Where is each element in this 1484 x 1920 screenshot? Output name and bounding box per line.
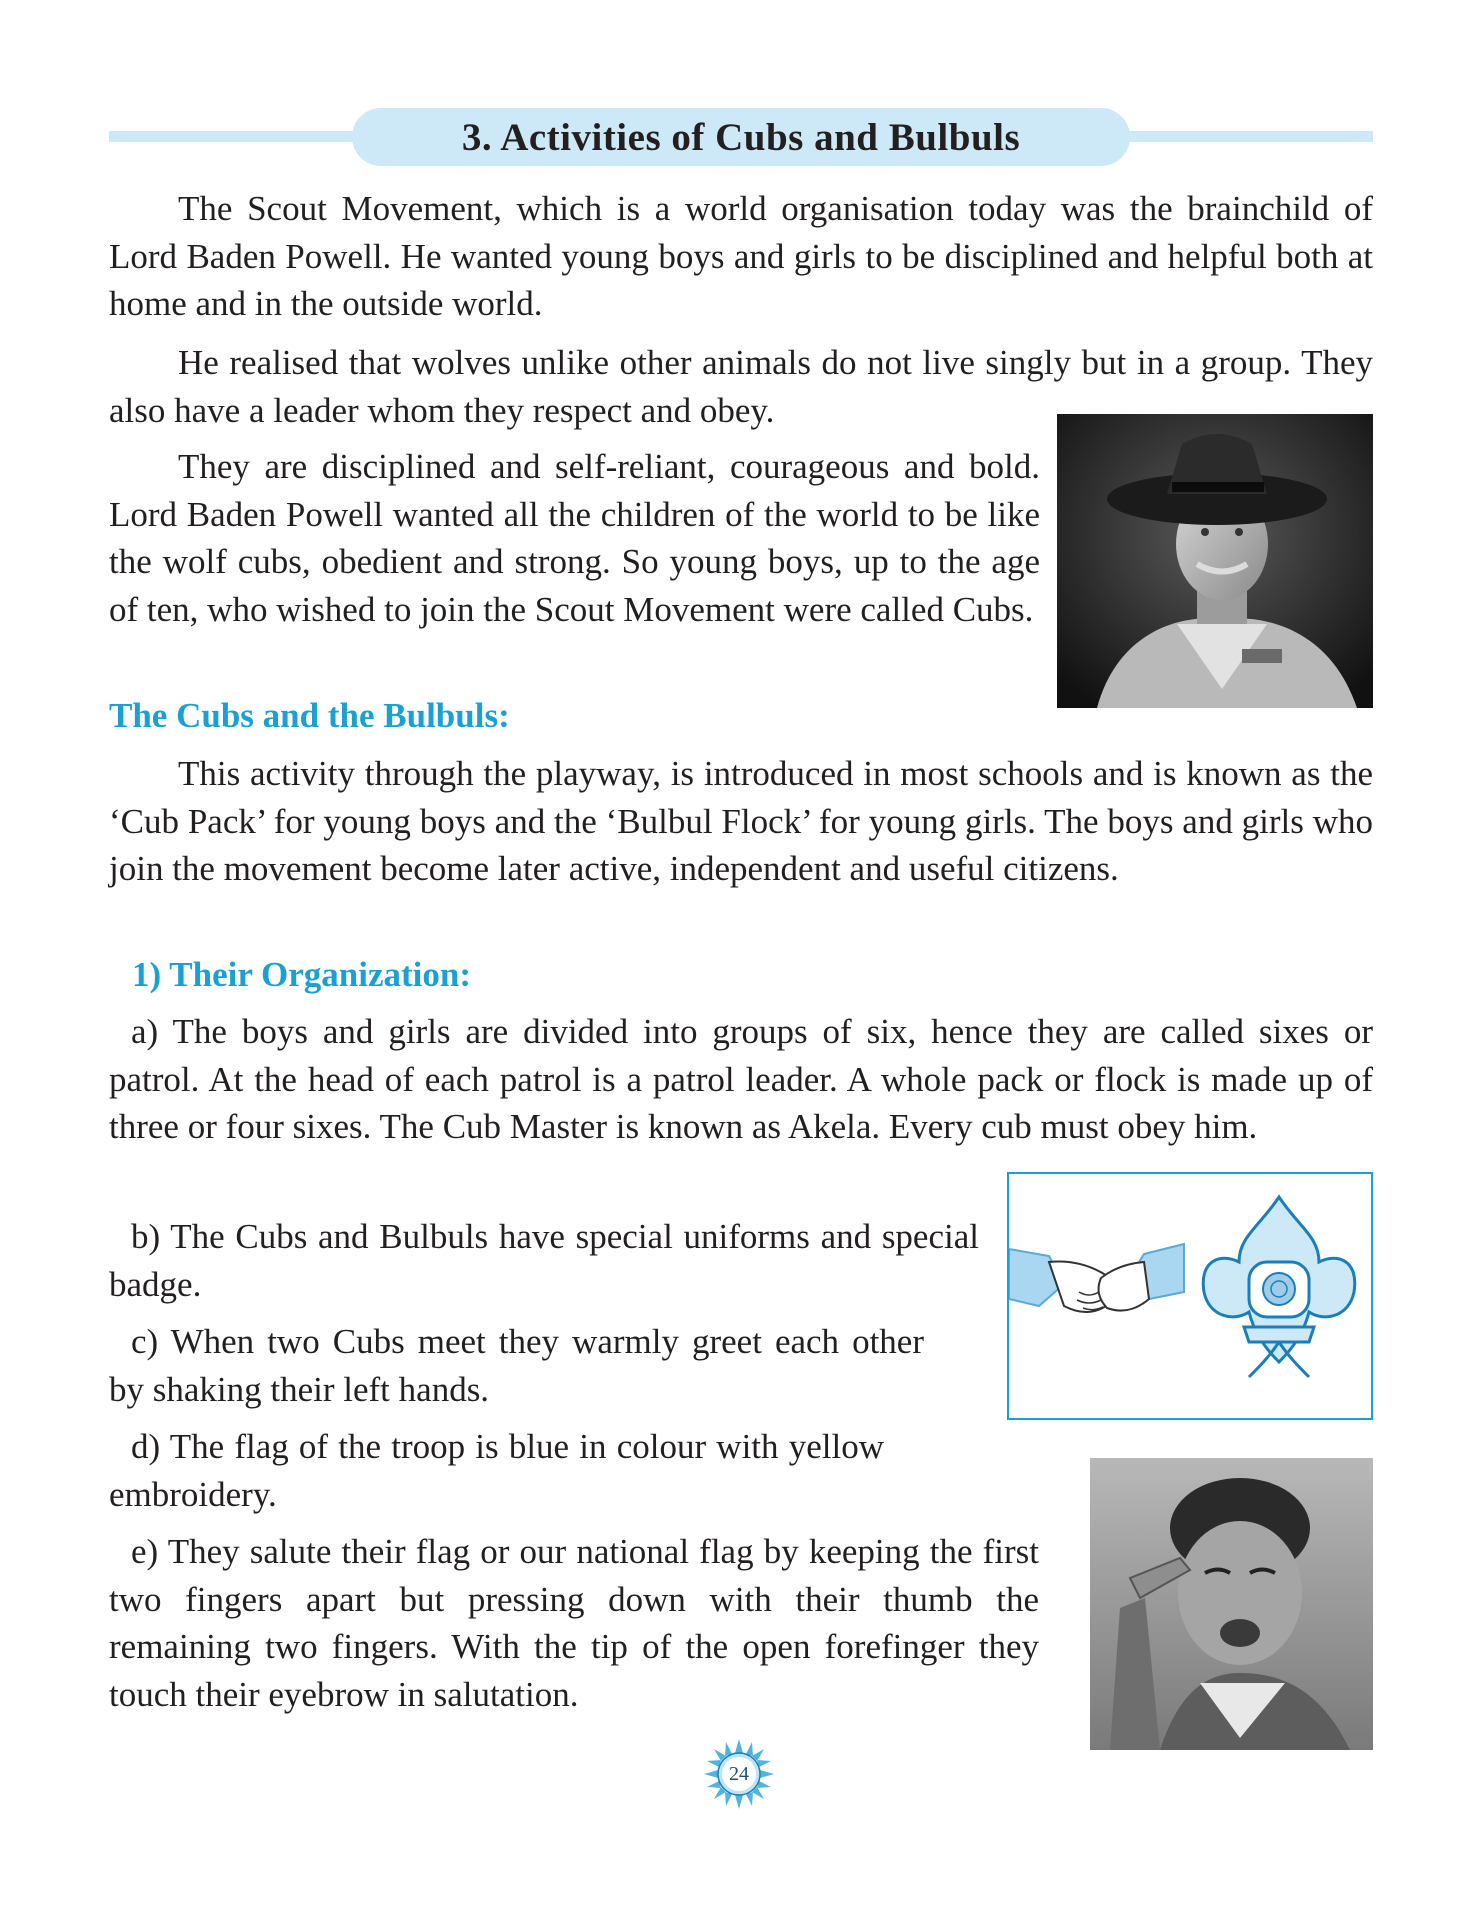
organization-item-c: [109, 1318, 924, 1413]
intro-paragraph-1: The Scout Movement, which is a world organisation today was the brainchild of Lord Baden Powell. He wanted young boys and girls to be disciplined and helpful both at home and in the outside world.: [109, 189, 1373, 323]
page-number-badge: [704, 1739, 774, 1809]
item-marker: a): [131, 1012, 159, 1051]
cub-badge-icon: [1203, 1197, 1355, 1377]
organization-item-a: [109, 1008, 1373, 1198]
handshake-and-badge-figure: [1007, 1172, 1373, 1420]
intro-paragraph-2: He realised that wolves unlike other animals do not live singly but in a group. They also have a leader whom they respect and obey.: [109, 343, 1373, 430]
baden-powell-portrait-image: [1057, 414, 1373, 708]
section-paragraph: This activity through the playway, is introduced in most schools and is known as the ‘Cub Pack’ for young boys and the ‘Bulbul Flock’ for young girls. The boys and girls who join the movement become later active, independent and useful citizens.: [109, 754, 1373, 888]
item-text: The flag of the troop is blue in colour with yellow embroidery.: [109, 1427, 884, 1514]
heading-rule-left: [109, 131, 369, 142]
handshake-icon: [1009, 1244, 1184, 1312]
section-heading: The Cubs and the Bulbuls:: [109, 696, 510, 735]
item-text: The Cubs and Bulbuls have special uniforms and special badge.: [109, 1217, 979, 1304]
item-marker: b): [131, 1217, 161, 1256]
chapter-title: 3. Activities of Cubs and Bulbuls: [352, 108, 1130, 166]
item-marker: d): [131, 1427, 161, 1466]
organization-item-b: [109, 1213, 979, 1308]
intro-paragraph-3: They are disciplined and self-reliant, courageous and bold. Lord Baden Powell wanted all the children of the world to be like the wolf cubs, obedient and strong. So young boys, up to the age of ten, who wished to join the Scout Movement were called Cubs.: [109, 447, 1040, 629]
organization-heading: 1) Their Organization:: [132, 955, 471, 994]
organization-item-d: [109, 1423, 884, 1518]
item-marker: e): [131, 1532, 159, 1571]
heading-rule-right: [1110, 131, 1373, 142]
item-text: They salute their flag or our national flag by keeping the first two fingers apart but pressing down with their thumb the remaining two fingers. With the tip of the open forefinger they touch their eyebrow in salutation.: [109, 1532, 1039, 1714]
item-marker: c): [131, 1322, 159, 1361]
item-text: When two Cubs meet they warmly greet each other by shaking their left hands.: [109, 1322, 924, 1409]
item-text: The boys and girls are divided into groups of six, hence they are called sixes or patrol. At the head of each patrol is a patrol leader. A whole pack or flock is made up of three or four sixes. The Cub Master is known as Akela. Every cub must obey him.: [109, 1012, 1373, 1146]
page-number: 24: [729, 1762, 749, 1785]
saluting-boy-photo: [1090, 1458, 1373, 1750]
organization-item-e: [109, 1528, 1039, 1718]
